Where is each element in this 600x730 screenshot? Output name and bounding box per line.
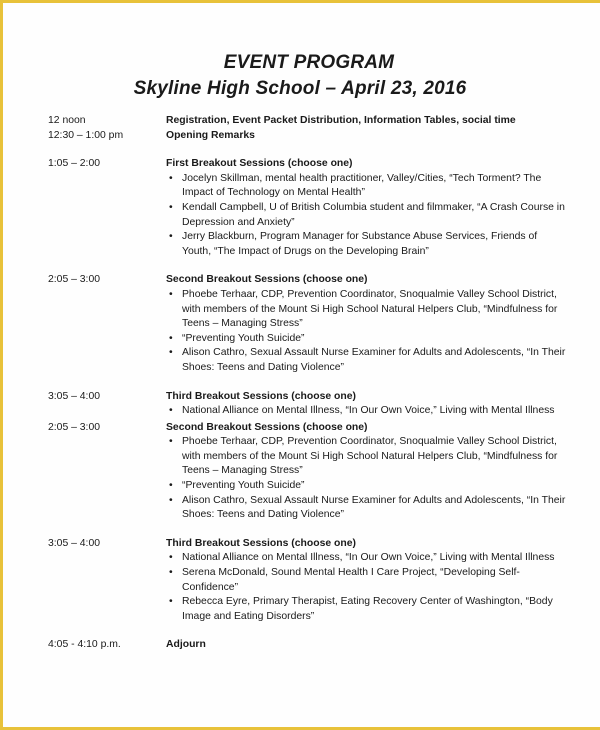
session-list — [166, 172, 568, 260]
program-title: EVENT PROGRAM — [223, 52, 395, 73]
program-title-block — [0, 50, 600, 102]
schedule — [48, 114, 568, 653]
entry-heading: Registration, Event Packet Distribution, Information Tables, social time — [166, 115, 516, 126]
entry-content — [166, 421, 568, 523]
entry-content — [166, 157, 568, 259]
list-item: • National Alliance on Mental Illness, “In Our Own Voice,” Living with Mental Illness — [166, 551, 568, 566]
list-item: • “Preventing Youth Suicide” — [166, 332, 568, 347]
entry-heading: Third Breakout Sessions (choose one) — [166, 390, 356, 402]
list-item: • Alison Cathro, Sexual Assault Nurse Examiner for Adults and Adolescents, “In Their Shoes: Teens and Dating Violence” — [166, 346, 568, 375]
entry-heading: First Breakout Sessions (choose one) — [166, 158, 353, 170]
page-border-top — [0, 0, 600, 3]
entry-content — [166, 273, 568, 375]
session-list — [166, 404, 568, 419]
entry-time: 3:05 – 4:00 — [48, 390, 100, 402]
entry-time: 2:05 – 3:00 — [48, 274, 100, 286]
entry-heading: Opening Remarks — [166, 129, 255, 141]
schedule-entry — [48, 273, 568, 375]
entry-heading: Second Breakout Sessions (choose one) — [166, 421, 368, 433]
session-list — [166, 551, 568, 624]
list-item: • Phoebe Terhaar, CDP, Prevention Coordinator, Snoqualmie Valley School District, with members of the Mount Si High School Natural Helpers Club, “Mindfulness for Teens – Managing Stress” — [166, 288, 568, 332]
list-item: • Kendall Campbell, U of British Columbia student and filmmaker, “A Crash Course in Depression and Anxiety” — [166, 201, 568, 230]
schedule-entry — [48, 537, 568, 625]
schedule-entry — [48, 638, 568, 653]
list-item: • “Preventing Youth Suicide” — [166, 479, 568, 494]
list-item: • National Alliance on Mental Illness, “In Our Own Voice,” Living with Mental Illness — [166, 404, 568, 419]
entry-time: 1:05 – 2:00 — [48, 158, 100, 170]
entry-content — [166, 129, 568, 144]
schedule-entry — [48, 421, 568, 523]
entry-content — [166, 390, 568, 419]
list-item: • Rebecca Eyre, Primary Therapist, Eating Recovery Center of Washington, “Body Image and Eating Disorders” — [166, 595, 568, 624]
entry-heading: Adjourn — [166, 639, 206, 651]
list-item: • Alison Cathro, Sexual Assault Nurse Examiner for Adults and Adolescents, “In Their Shoes: Teens and Dating Violence” — [166, 494, 568, 523]
schedule-entry — [48, 129, 568, 144]
schedule-entry — [48, 157, 568, 259]
entry-time: 12:30 – 1:00 pm — [48, 129, 124, 141]
entry-time: 12 noon — [48, 115, 86, 126]
entry-time: 3:05 – 4:00 — [48, 537, 100, 549]
entry-time: 4:05 - 4:10 p.m. — [48, 639, 121, 651]
entry-content — [166, 537, 568, 625]
list-item: • Jocelyn Skillman, mental health practitioner, Valley/Cities, “Tech Torment? The Impact of Technology on Mental Health” — [166, 172, 568, 201]
program-subtitle: Skyline High School – April 23, 2016 — [133, 78, 467, 99]
entry-time: 2:05 – 3:00 — [48, 421, 100, 433]
entry-heading: Second Breakout Sessions (choose one) — [166, 274, 368, 286]
session-list — [166, 288, 568, 376]
page-border-left — [0, 0, 3, 730]
schedule-entry — [48, 390, 568, 419]
session-list — [166, 435, 568, 523]
list-item: • Serena McDonald, Sound Mental Health I Care Project, “Developing Self-Confidence” — [166, 566, 568, 595]
list-item: • Jerry Blackburn, Program Manager for Substance Abuse Services, Friends of Youth, “The Impact of Drugs on the Developing Brain” — [166, 230, 568, 259]
entry-heading: Third Breakout Sessions (choose one) — [166, 537, 356, 549]
entry-content — [166, 114, 568, 129]
schedule-entry — [48, 114, 568, 129]
list-item: • Phoebe Terhaar, CDP, Prevention Coordinator, Snoqualmie Valley School District, with members of the Mount Si High School Natural Helpers Club, “Mindfulness for Teens – Managing Stress” — [166, 435, 568, 479]
entry-content — [166, 638, 568, 653]
